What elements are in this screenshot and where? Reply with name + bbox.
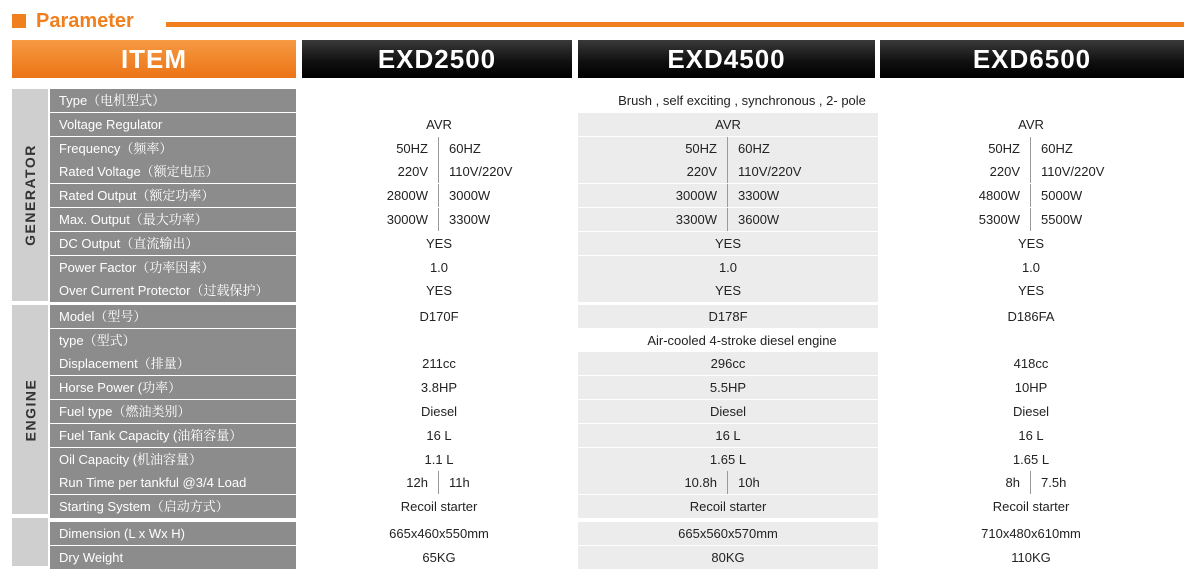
- spec-value: AVR: [426, 116, 452, 132]
- spec-value-pair: [300, 160, 578, 183]
- spec-value: YES: [1017, 235, 1044, 251]
- spec-value-pair: [578, 184, 878, 207]
- spec-value: 10h: [738, 475, 760, 491]
- spec-value: YES: [425, 283, 452, 299]
- row-label: Over Current Protector（过载保护）: [50, 279, 296, 302]
- spec-value: 7.5h: [1041, 475, 1067, 491]
- spec-value: 110V/220V: [1041, 164, 1105, 180]
- title-divider: [166, 22, 1184, 27]
- row-label: Rated Output（额定功率）: [50, 184, 296, 207]
- spec-value-pair: [578, 208, 878, 231]
- spec-value-pair: [878, 160, 1184, 183]
- spec-value: 296cc: [578, 352, 878, 375]
- section-engine: [12, 305, 48, 514]
- spec-row: [50, 279, 1184, 302]
- spec-value-pair: [878, 471, 1184, 494]
- section-engine-label: ENGINE: [22, 378, 38, 441]
- spec-value-span: Air-cooled 4-stroke diesel engine: [647, 332, 837, 348]
- spec-value: 220V: [878, 160, 1031, 183]
- spec-value: D178F: [578, 305, 878, 328]
- spec-value: 1.0: [578, 256, 878, 279]
- spec-row: [50, 448, 1184, 471]
- spec-value: 110KG: [1011, 549, 1051, 565]
- spec-row: [50, 329, 1184, 352]
- spec-value: 3300W: [578, 208, 728, 231]
- spec-value: 220V: [578, 160, 728, 183]
- spec-value-pair: [578, 471, 878, 494]
- spec-value-pair: [878, 137, 1184, 160]
- spec-value: 12h: [300, 471, 439, 494]
- spec-value-pair: [300, 208, 578, 231]
- spec-value: YES: [578, 279, 878, 302]
- spec-value: 3000W: [300, 208, 439, 231]
- spec-value: 80KG: [578, 546, 878, 569]
- spec-row: [50, 113, 1184, 136]
- row-label: Rated Voltage（额定电压）: [50, 160, 296, 183]
- spec-row: [50, 208, 1184, 231]
- spec-value: 65KG: [422, 549, 456, 565]
- row-label: Power Factor（功率因素）: [50, 256, 296, 279]
- spec-value: YES: [578, 232, 878, 255]
- spec-value: 3000W: [578, 184, 728, 207]
- spec-row: [50, 232, 1184, 255]
- spec-value: 50HZ: [300, 137, 439, 160]
- spec-value-pair: [878, 208, 1184, 231]
- spec-value: D186FA: [1007, 308, 1055, 324]
- spec-value: 418cc: [1013, 356, 1049, 372]
- spec-row: [50, 522, 1184, 545]
- header-model-2: EXD4500: [578, 40, 875, 78]
- spec-value-pair: [300, 184, 578, 207]
- spec-value: Recoil starter: [578, 495, 878, 518]
- title-square-icon: [12, 14, 26, 28]
- row-label: Displacement（排量）: [50, 352, 296, 375]
- row-label: Run Time per tankful @3/4 Load: [50, 471, 296, 494]
- spec-value: Diesel: [578, 400, 878, 423]
- row-label: Dry Weight: [50, 546, 296, 569]
- spec-value: 1.0: [1021, 259, 1041, 275]
- row-label: Fuel type（燃油类别）: [50, 400, 296, 423]
- row-label: Oil Capacity (机油容量）: [50, 448, 296, 471]
- spec-value: 710x480x610mm: [981, 525, 1081, 541]
- spec-value: 3000W: [449, 188, 491, 204]
- row-label: Horse Power (功率）: [50, 376, 296, 399]
- spec-value: 60HZ: [738, 140, 770, 156]
- spec-value: 8h: [878, 471, 1031, 494]
- spec-value: Recoil starter: [992, 499, 1070, 515]
- row-label: DC Output（直流输出）: [50, 232, 296, 255]
- spec-value: 5000W: [1041, 188, 1083, 204]
- spec-value: 10HP: [1014, 380, 1048, 396]
- title-bar: [12, 8, 1184, 34]
- spec-value: 10.8h: [578, 471, 728, 494]
- spec-row: [50, 89, 1184, 112]
- spec-value: YES: [1017, 283, 1044, 299]
- header-model-3: EXD6500: [880, 40, 1184, 78]
- spec-value: 211cc: [422, 356, 456, 372]
- spec-value: 1.0: [429, 259, 449, 275]
- spec-value: 60HZ: [1041, 140, 1073, 156]
- row-label: Model（型号）: [50, 305, 296, 328]
- spec-value: 16 L: [1018, 427, 1044, 443]
- spec-value: 3300W: [449, 212, 491, 227]
- row-label: Starting System（启动方式）: [50, 495, 296, 518]
- spec-value: AVR: [1018, 116, 1044, 132]
- row-label: Fuel Tank Capacity (油箱容量）: [50, 424, 296, 447]
- spec-value: 220V: [300, 160, 439, 183]
- row-label: type（型式）: [50, 329, 296, 352]
- spec-row: [50, 305, 1184, 328]
- spec-value-span: Brush , self exciting , synchronous , 2- pole: [618, 93, 866, 108]
- section-other: [12, 518, 48, 566]
- spec-value: 4800W: [878, 184, 1031, 207]
- spec-value: 110V/220V: [738, 164, 802, 180]
- spec-value: AVR: [578, 113, 878, 136]
- spec-value: 60HZ: [449, 140, 481, 156]
- spec-value-pair: [578, 137, 878, 160]
- spec-row: [50, 256, 1184, 279]
- page-title: Parameter: [36, 10, 134, 32]
- header-item: ITEM: [12, 40, 296, 78]
- spec-value-pair: [300, 137, 578, 160]
- section-generator-label: GENERATOR: [22, 144, 38, 246]
- spec-value: 1.65 L: [578, 448, 878, 471]
- spec-row: [50, 184, 1184, 207]
- row-label: Frequency（频率）: [50, 137, 296, 160]
- spec-value: 5.5HP: [578, 376, 878, 399]
- spec-row: [50, 471, 1184, 494]
- header-model-1: EXD2500: [302, 40, 572, 78]
- spec-row: [50, 546, 1184, 569]
- spec-value: 16 L: [578, 424, 878, 447]
- spec-value: 16 L: [426, 427, 452, 443]
- spec-value-pair: [878, 184, 1184, 207]
- spec-value: 665x460x550mm: [389, 525, 489, 541]
- spec-row: [50, 352, 1184, 375]
- spec-value: 3.8HP: [420, 380, 458, 396]
- spec-value: 50HZ: [878, 137, 1031, 160]
- spec-value: 11h: [449, 475, 470, 491]
- row-label: Dimension (L x Wx H): [50, 522, 296, 545]
- row-label: Max. Output（最大功率）: [50, 208, 296, 231]
- spec-value: Diesel: [1012, 403, 1050, 419]
- spec-value: 110V/220V: [449, 164, 513, 180]
- spec-value-pair: [300, 471, 578, 494]
- spec-value: 665x560x570mm: [578, 522, 878, 545]
- spec-value: 5500W: [1041, 212, 1083, 227]
- spec-value: Recoil starter: [400, 499, 478, 515]
- spec-value: 3300W: [738, 188, 780, 204]
- spec-value: 3600W: [738, 212, 780, 227]
- spec-value: 1.1 L: [424, 451, 454, 467]
- spec-value: 50HZ: [578, 137, 728, 160]
- spec-row: [50, 424, 1184, 447]
- spec-row: [50, 400, 1184, 423]
- spec-value: 2800W: [300, 184, 439, 207]
- spec-row: [50, 137, 1184, 160]
- row-label: Type（电机型式）: [50, 89, 296, 112]
- spec-value: 5300W: [878, 208, 1031, 231]
- section-generator: [12, 89, 48, 301]
- spec-value: YES: [425, 235, 452, 251]
- spec-value-pair: [578, 160, 878, 183]
- spec-value: 1.65 L: [1012, 451, 1050, 467]
- spec-row: [50, 495, 1184, 518]
- row-label: Voltage Regulator: [50, 113, 296, 136]
- spec-row: [50, 160, 1184, 183]
- spec-value: Diesel: [420, 403, 458, 419]
- spec-value: D170F: [419, 308, 459, 324]
- spec-row: [50, 376, 1184, 399]
